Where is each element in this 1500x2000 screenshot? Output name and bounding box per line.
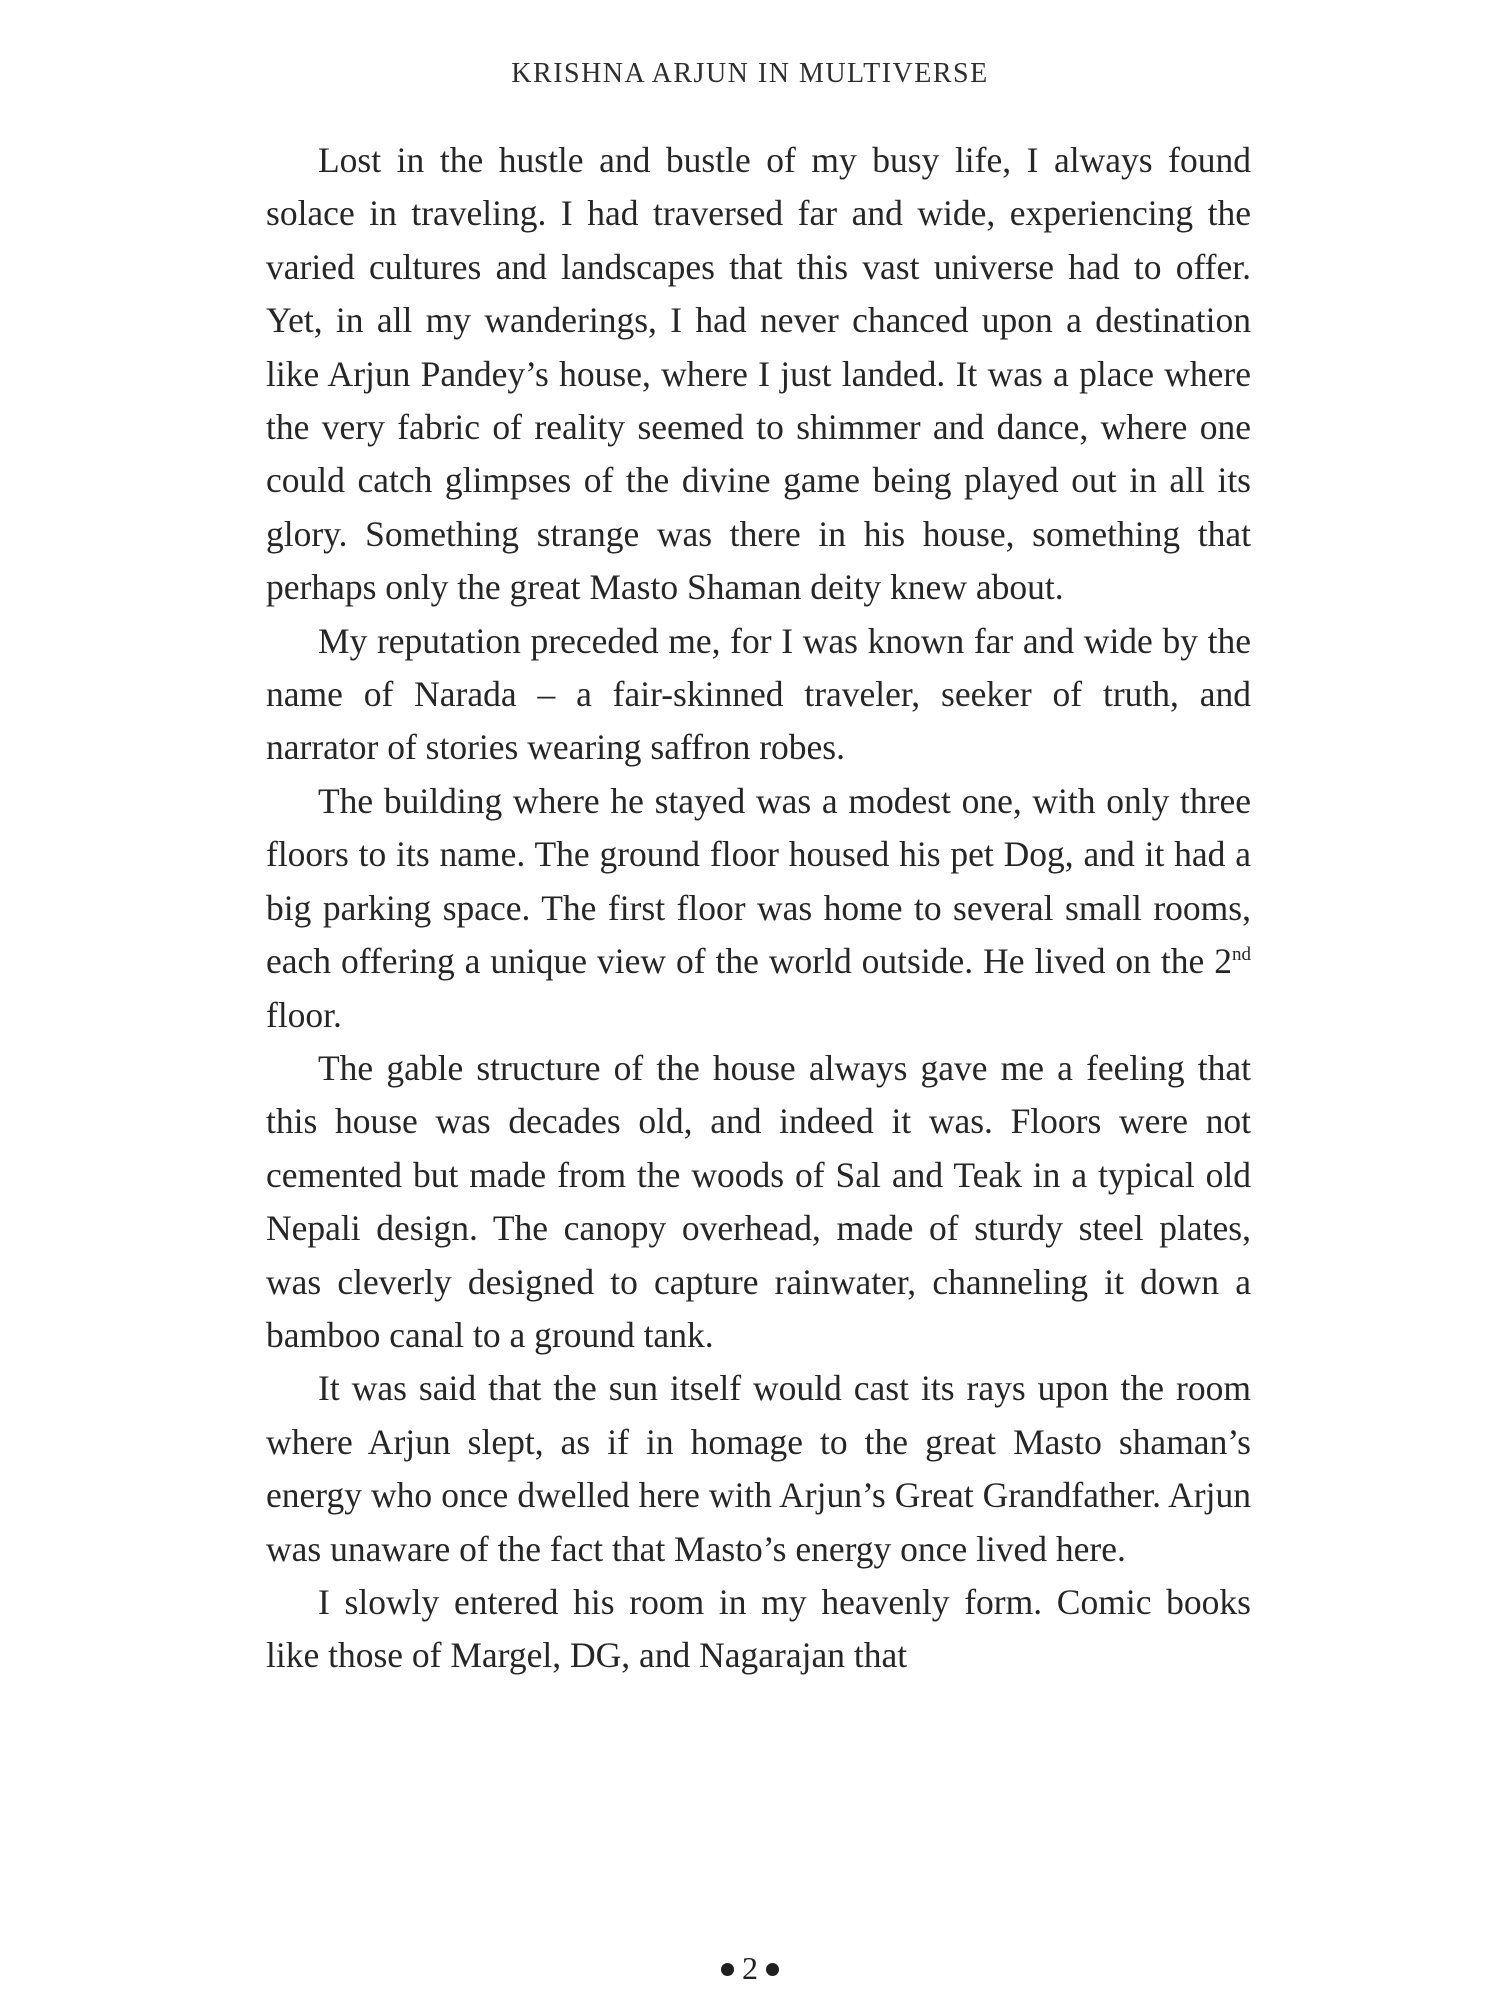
paragraph-3-text-end: floor. [266,994,342,1035]
paragraph-6: I slowly entered his room in my heavenly form. Comic books like those of Margel, DG, and Nagarajan that [266,1581,1251,1676]
page-number-value: 2 [742,1950,758,1986]
paragraph-5: It was said that the sun itself would cast its rays upon the room where Arjun slept, as if in homage to the great Masto shaman’s energy who once dwelled here with Arjun’s Great Grandfather. Arjun was unaware of the fact that Masto’s energy once lived here. [266,1368,1251,1569]
paragraph-1: Lost in the hustle and bustle of my busy life, I always found solace in traveling. I had traversed far and wide, experiencing the varied cultures and landscapes that this vast universe had to offer. Yet, in all my wanderings, I had never chanced upon a destination like Arjun Pandey’s house, where I just landed. It was a place where the very fabric of reality seemed to shimmer and dance, where one could catch glimpses of the divine game being played out in all its glory. Something strange was there in his house, something that perhaps only the great Masto Shaman deity knew about. [266,140,1251,608]
running-head: KRISHNA ARJUN IN MULTIVERSE [511,58,989,89]
ordinal-superscript: nd [1232,944,1251,966]
bullet-right-icon [766,1963,779,1976]
paragraph-2: My reputation preceded me, for I was known far and wide by the name of Narada – a fair-skinned traveler, seeker of truth, and narrator of stories wearing saffron robes. [266,620,1251,768]
paragraph-3-text: The building where he stayed was a modest one, with only three floors to its name. The ground floor housed his pet Dog, and it had a big parking space. The first floor was home to several small rooms, each offering a unique view of the world outside. He lived on the 2 [266,780,1251,982]
paragraph-4: The gable structure of the house always gave me a feeling that this house was decades old, and indeed it was. Floors were not cemented but made from the woods of Sal and Teak in a typical old Nepali design. The canopy overhead, made of sturdy steel plates, was cleverly designed to capture rainwater, channeling it down a bamboo canal to a ground tank. [266,1047,1251,1355]
paragraph-3 [266,775,1251,1042]
page-number [0,1950,1500,1987]
bullet-left-icon [721,1963,734,1976]
body-text [266,134,1251,1683]
